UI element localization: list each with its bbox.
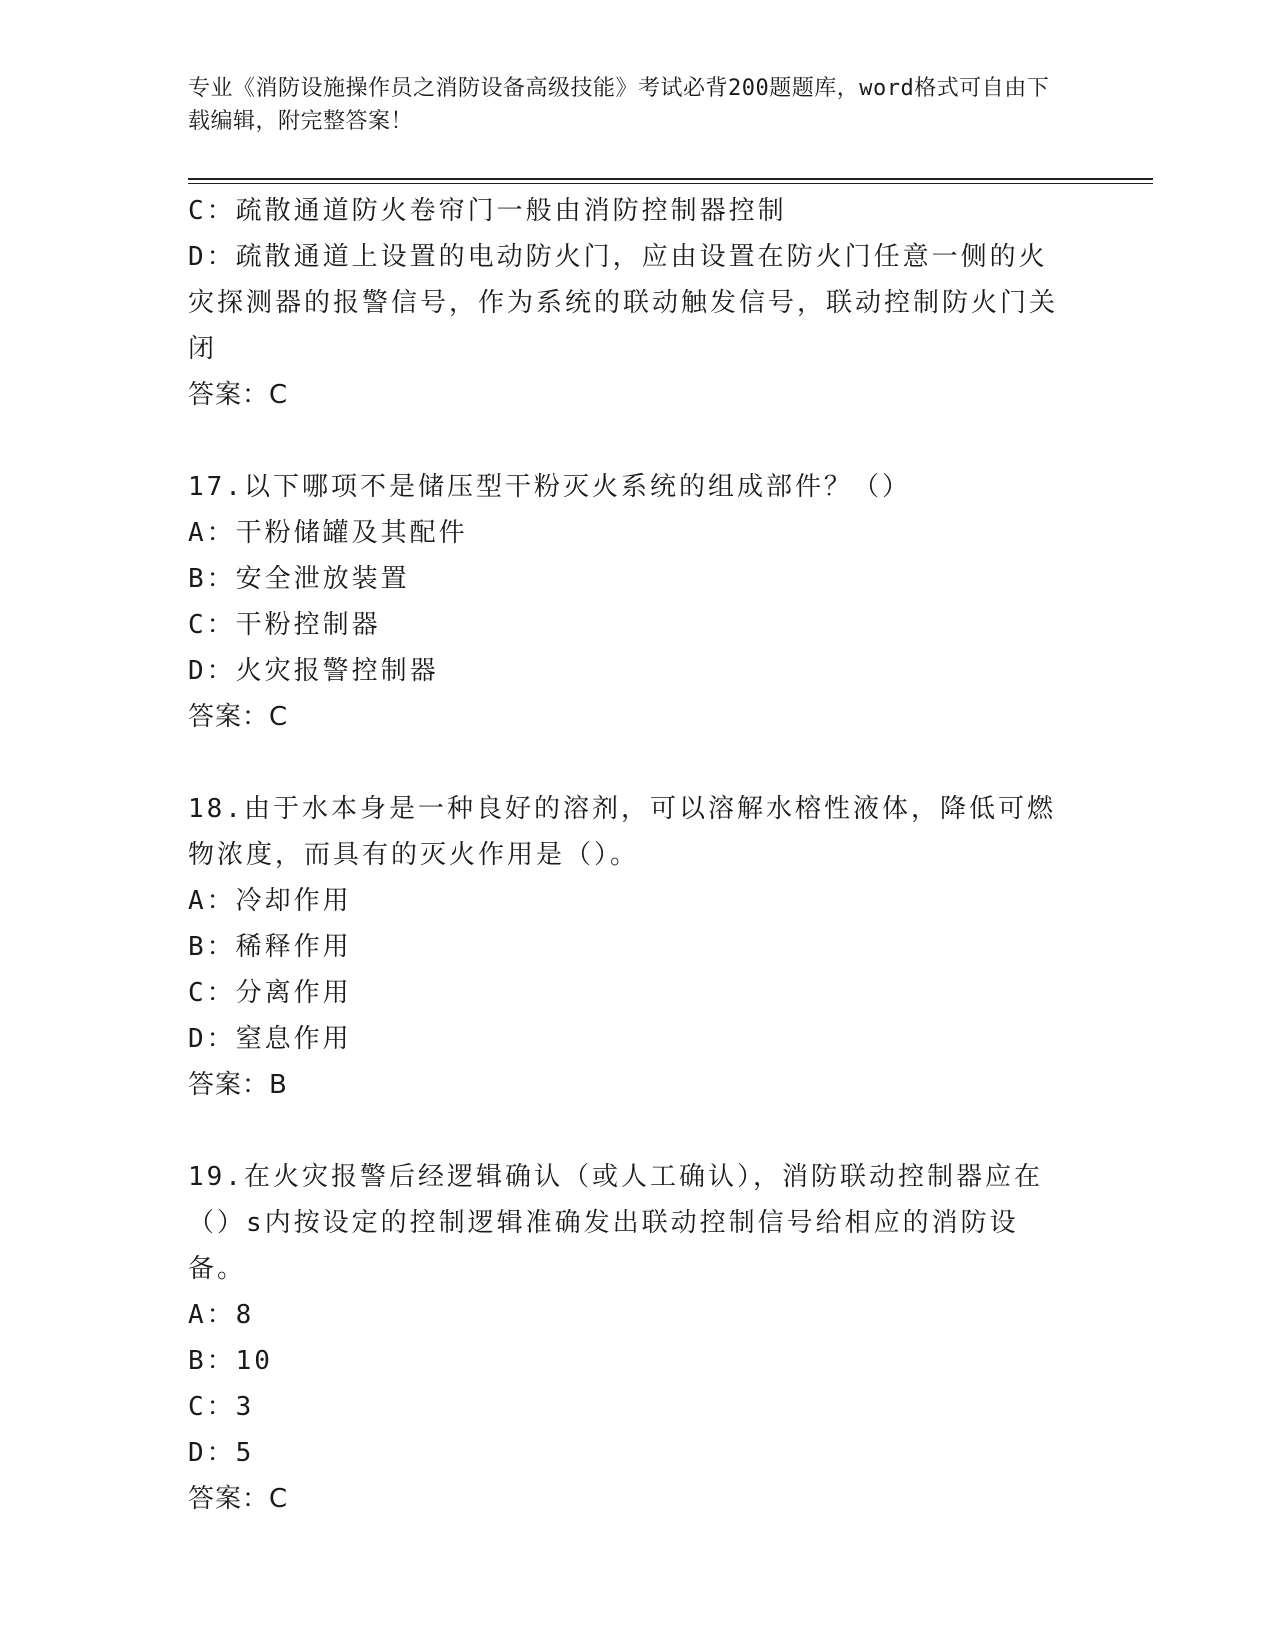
header-text: 专业《消防设施操作员之消防设备高级技能》考试必背200题题库，word格式可自由下载编辑，附完整答案！ [188, 76, 1050, 134]
document-body [188, 188, 1068, 1522]
option-c: C：分离作用 [188, 978, 352, 1008]
header-divider-thick [188, 178, 1153, 180]
option-a: A：8 [188, 1300, 255, 1330]
option-c: C：干粉控制器 [188, 610, 381, 640]
option-d: D：火灾报警控制器 [188, 656, 439, 686]
question-block-16-continued [188, 188, 1068, 418]
option-c: C：疏散通道防火卷帘门一般由消防控制器控制 [188, 196, 787, 226]
option-b: B：安全泄放装置 [188, 564, 410, 594]
question-block-17 [188, 464, 1068, 740]
answer-line: 答案：C [188, 380, 289, 410]
option-c: C：3 [188, 1392, 255, 1422]
document-header [188, 72, 1068, 138]
option-d: D：窒息作用 [188, 1024, 352, 1054]
question-block-19 [188, 1154, 1068, 1522]
question-stem: 17.以下哪项不是储压型干粉灭火系统的组成部件？（） [188, 472, 911, 502]
question-stem: 18.由于水本身是一种良好的溶剂，可以溶解水榕性液体，降低可燃物浓度，而具有的灭火作用是（）。 [188, 794, 1056, 870]
answer-line: 答案：C [188, 702, 289, 732]
answer-line: 答案：B [188, 1070, 288, 1100]
option-b: B：稀释作用 [188, 932, 352, 962]
option-d: D：疏散通道上设置的电动防火门，应由设置在防火门任意一侧的火灾探测器的报警信号，作为系统的联动触发信号，联动控制防火门关闭 [188, 242, 1059, 364]
question-stem: 19.在火灾报警后经逻辑确认（或人工确认），消防联动控制器应在（）s内按设定的控制逻辑准确发出联动控制信号给相应的消防设备。 [188, 1162, 1043, 1284]
question-block-18 [188, 786, 1068, 1108]
option-a: A：干粉储罐及其配件 [188, 518, 468, 548]
answer-line: 答案：C [188, 1484, 289, 1514]
header-divider-thin [188, 183, 1153, 184]
option-a: A：冷却作用 [188, 886, 352, 916]
option-b: B：10 [188, 1346, 273, 1376]
option-d: D：5 [188, 1438, 255, 1468]
